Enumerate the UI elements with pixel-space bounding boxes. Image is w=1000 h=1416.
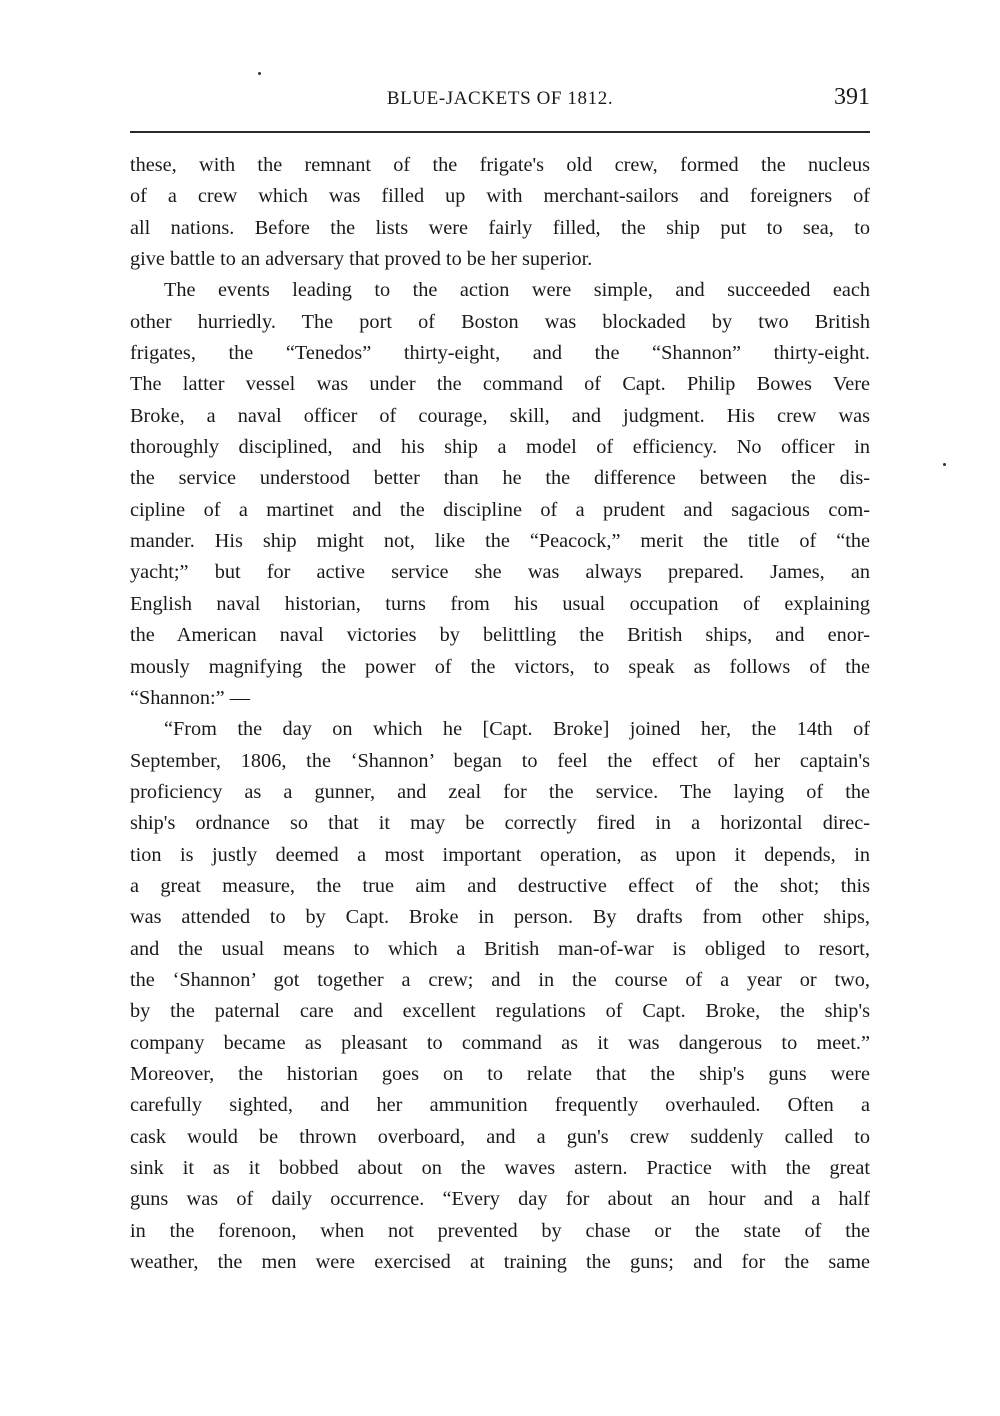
header-rule [130, 131, 870, 133]
text-line: weather, the men were exercised at training the guns; and for the same [130, 1251, 870, 1274]
text-line: was attended to by Capt. Broke in person. By drafts from other ships, [130, 906, 870, 929]
text-line: mander. His ship might not, like the “Peacock,” merit the title of “the [130, 530, 870, 553]
text-line: these, with the remnant of the frigate's old crew, formed the nucleus [130, 154, 870, 176]
text-line: Broke, a naval officer of courage, skill, and judgment. His crew was [130, 404, 870, 427]
ink-speck [943, 463, 946, 466]
text-line: Moreover, the historian goes on to relate that the ship's guns were [130, 1062, 870, 1085]
text-line: proficiency as a gunner, and zeal for the service. The laying of the [130, 780, 870, 803]
text-line: frigates, the “Tenedos” thirty-eight, and the “Shannon” thirty-eight. [130, 342, 870, 365]
paragraph [130, 275, 870, 714]
text-line: the service understood better than he the difference between the dis- [130, 467, 870, 490]
text-line: cask would be thrown overboard, and a gun's crew suddenly called to [130, 1125, 870, 1148]
ink-speck [258, 72, 261, 75]
text-line: the ‘Shannon’ got together a crew; and in the course of a year or two, [130, 968, 870, 991]
text-line: all nations. Before the lists were fairly filled, the ship put to sea, to [130, 216, 870, 239]
text-line: other hurriedly. The port of Boston was blockaded by two British [130, 310, 870, 333]
text-line: guns was of daily occurrence. “Every day for about an hour and a half [130, 1188, 870, 1211]
text-line: September, 1806, the ‘Shannon’ began to feel the effect of her captain's [130, 749, 870, 772]
text-line: tion is justly deemed a most important operation, as upon it depends, in [130, 843, 870, 866]
text-line: ship's ordnance so that it may be correctly fired in a horizontal direc- [130, 812, 870, 835]
text-line: The latter vessel was under the command of Capt. Philip Bowes Vere [130, 373, 870, 396]
text-line: “Shannon:” — [130, 686, 250, 709]
text-line: by the paternal care and excellent regulations of Capt. Broke, the ship's [130, 1000, 870, 1023]
text-line: give battle to an adversary that proved to be her superior. [130, 248, 593, 271]
paragraph [130, 714, 870, 1278]
text-line: in the forenoon, when not prevented by chase or the state of the [130, 1219, 870, 1242]
text-line: cipline of a martinet and the discipline of a prudent and sagacious com- [130, 498, 870, 521]
text-line: yacht;” but for active service she was always prepared. James, an [130, 561, 870, 584]
text-line: company became as pleasant to command as it was dangerous to meet.” [130, 1031, 870, 1054]
text-line: mously magnifying the power of the victors, to speak as follows of the [130, 655, 870, 678]
running-head: BLUE-JACKETS OF 1812. [386, 88, 614, 109]
paragraph [130, 150, 870, 275]
text-line: carefully sighted, and her ammunition frequently overhauled. Often a [130, 1094, 870, 1117]
page-header [130, 84, 870, 118]
body-text [130, 150, 870, 1278]
page-number: 391 [834, 84, 870, 110]
text-line: the American naval victories by belittling the British ships, and enor- [130, 624, 870, 647]
text-line: English naval historian, turns from his usual occupation of explaining [130, 592, 870, 615]
text-line: of a crew which was filled up with merchant-sailors and foreigners of [130, 185, 870, 208]
text-line: and the usual means to which a British man-of-war is obliged to resort, [130, 937, 870, 960]
text-line: sink it as it bobbed about on the waves astern. Practice with the great [130, 1157, 870, 1179]
text-line: The events leading to the action were simple, and succeeded each [164, 279, 870, 302]
text-line: “From the day on which he [Capt. Broke] joined her, the 14th of [164, 718, 870, 741]
text-line: thoroughly disciplined, and his ship a model of efficiency. No officer in [130, 436, 870, 459]
text-line: a great measure, the true aim and destructive effect of the shot; this [130, 874, 870, 897]
